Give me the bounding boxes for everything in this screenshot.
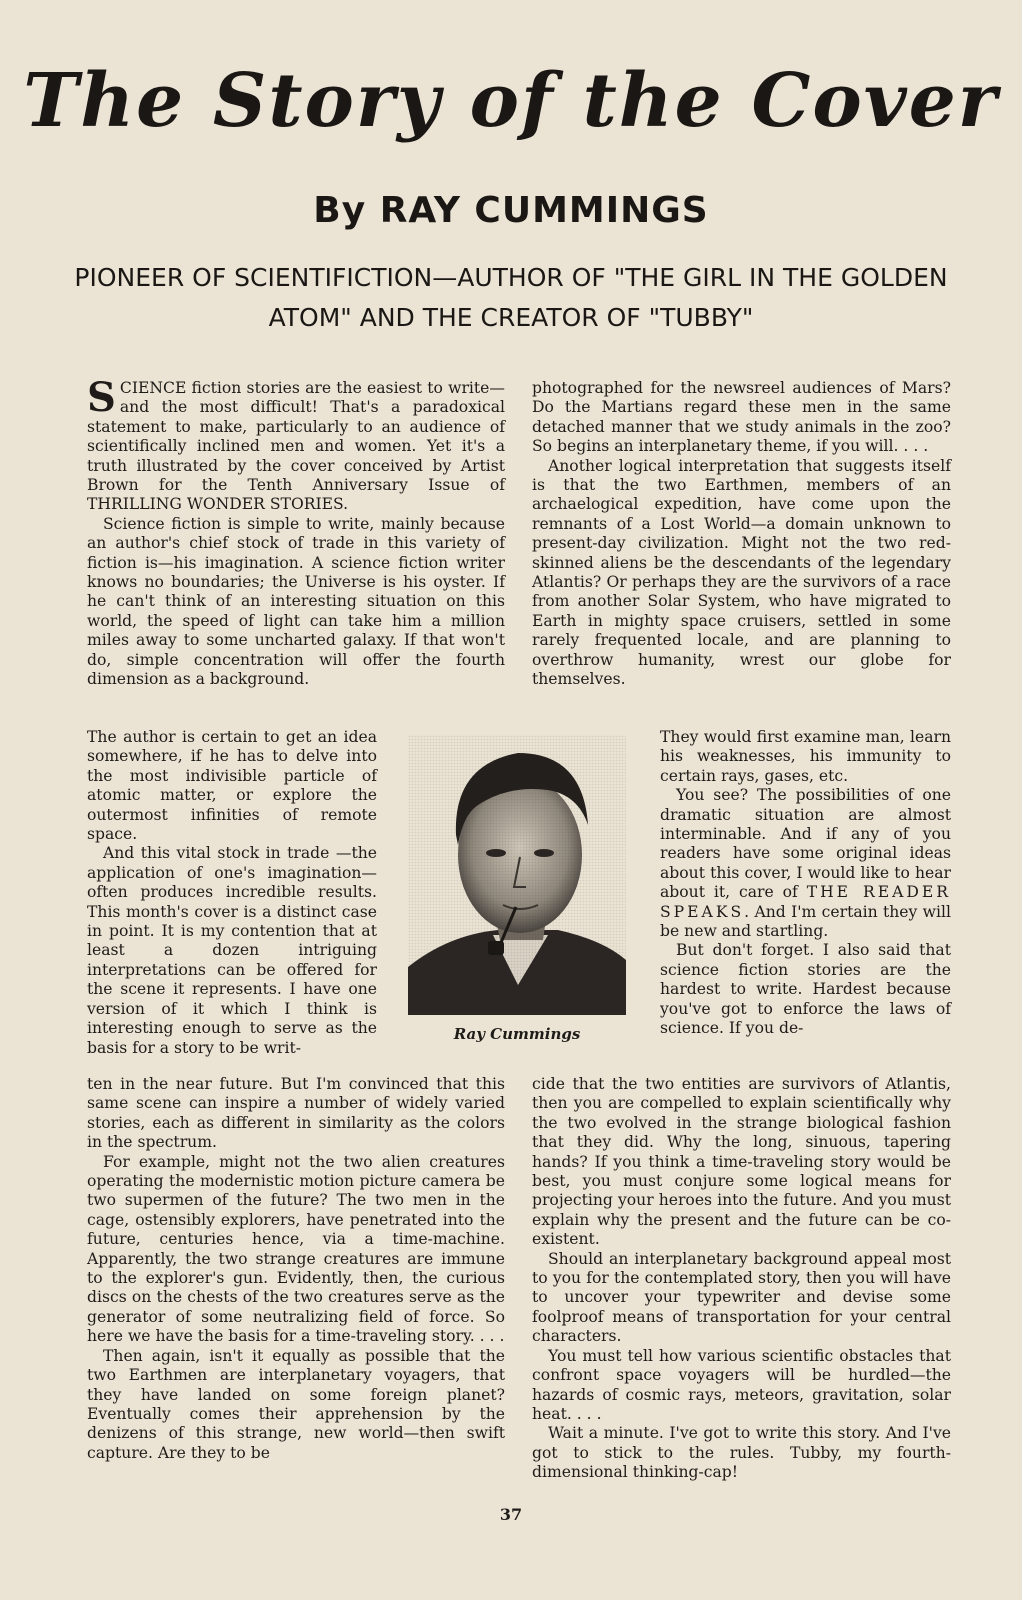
column-2-top (532, 379, 951, 690)
byline: By RAY CUMMINGS (313, 190, 709, 231)
paragraph-text: CIENCE fiction stories are the easiest to write—and the most difficult! That's a paradoxical statement to make, particularly to an audience of scientifically inclined men and women. Yet it's a truth illustrated by the cover conceived by Artist Brown for the Tenth Anniversary Issue of THRILLING WONDER STORIES. (87, 379, 505, 514)
paragraph: And this vital stock in trade —the application of one's imagination—often produces incredible results. This month's cover is a distinct case in point. It is my contention that at least a dozen intriguing interpretations can be offered for the scene it represents. I have one version of it which I think is interesting enough to serve as the basis for a story to be writ- (87, 844, 377, 1057)
column-1-narrow (87, 728, 377, 1058)
paragraph: For example, might not the two alien creatures operating the modernistic motion picture camera be two supermen of the future? The two men in the cage, ostensibly explorers, have penetrated into the future, centuries hence, via a time-machine. Apparently, the two strange creatures are immune to the explorer's gun. Evidently, then, the curious discs on the chests of the two creatures serve as the generator of some neutralizing field of force. So here we have the basis for a time-traveling story. . . . (87, 1152, 505, 1346)
paragraph: Science fiction is simple to write, mainly because an author's chief stock of trade in this variety of fiction is—his imagination. A science fiction writer knows no boundaries; the Universe is his oyster. If he can't think of an interesting situation on this world, the speed of light can take him a million miles away to some uncharted galaxy. If that won't do, simple concentration will offer the fourth dimension as a background. (87, 514, 505, 689)
author-portrait (408, 735, 626, 1015)
paragraph: ten in the near future. But I'm convinced that this same scene can inspire a number of widely varied stories, each as different in similarity as the colors in the spectrum. (87, 1075, 505, 1152)
column-name: THE READER SPEAKS (660, 883, 951, 921)
paragraph: Wait a minute. I've got to write this story. And I've got to stick to the rules. Tubby, my fourth-dimensional thinking-cap! (532, 1424, 951, 1482)
subtitle: PIONEER OF SCIENTIFICTION—AUTHOR OF "THE GIRL IN THE GOLDEN ATOM" AND THE CREATOR OF "TUBBY" (74, 263, 948, 332)
page-title: The Story of the Cover (23, 58, 999, 144)
paragraph: Another logical interpretation that suggests itself is that the two Earthmen, members of an archaelogical expedition, have come upon the remnants of a Lost World—a domain unknown to present-day civilization. Might not the two red-skinned aliens be the descendants of the legendary Atlantis? Or perhaps they are the survivors of a race from another Solar System, who have migrated to Earth in mighty space cruisers, settled in some rarely frequented locale, and are planning to overthrow humanity, wrest our globe for themselves. (532, 456, 951, 689)
column-2-bottom (532, 1075, 951, 1483)
drop-cap: S (87, 374, 116, 421)
paragraph-text: You see? The possibilities of one dramatic situation are almost interminable. And if any of you readers have some original ideas about this cover, I would like to hear about it, care of (660, 786, 951, 902)
paragraph: cide that the two entities are survivors of Atlantis, then you are compelled to explain scientifically why the two evolved in the strange biological fashion that they did. Why the long, sinuous, tapering hands? If you think a time-traveling story would be best, you must conjure some logical means for projecting your heroes into the future. And you must explain why the present and the future can be co-existent. (532, 1075, 951, 1249)
paragraph (87, 374, 505, 515)
paragraph: The author is certain to get an idea somewhere, if he has to delve into the most indivisible particle of atomic matter, or explore the outermost infinities of remote space. (87, 728, 377, 844)
paragraph: You must tell how various scientific obstacles that confront space voyagers will be hurdled—the hazards of cosmic rays, meteors, gravitation, solar heat. . . . (532, 1346, 951, 1423)
photo-caption: Ray Cummings (453, 1025, 581, 1043)
column-1-top (87, 374, 505, 690)
column-2-narrow (660, 728, 951, 1039)
page-number: 37 (499, 1505, 523, 1524)
paragraph: But don't forget. I also said that science fiction stories are the hardest to write. Hardest because you've got to enforce the laws of science. If you de- (660, 941, 951, 1038)
paragraph-text: . And I'm certain they will be new and startling. (660, 902, 951, 941)
paragraph (660, 786, 951, 941)
paragraph: photographed for the newsreel audiences of Mars? Do the Martians regard these men in the same detached manner that we study animals in the zoo? So begins an interplanetary theme, if you will. . . . (532, 379, 951, 456)
paragraph: They would first examine man, learn his weaknesses, his immunity to certain rays, gases, etc. (660, 728, 951, 785)
paragraph: Should an interplanetary background appeal most to you for the contemplated story, then you will have to uncover your typewriter and devise some foolproof means of transportation for your central characters. (532, 1249, 951, 1346)
paragraph: Then again, isn't it equally as possible that the two Earthmen are interplanetary voyagers, that they have landed on some foreign planet? Eventually comes their apprehension by the denizens of this strange, new world—then swift capture. Are they to be (87, 1346, 505, 1462)
column-1-bottom (87, 1075, 505, 1463)
